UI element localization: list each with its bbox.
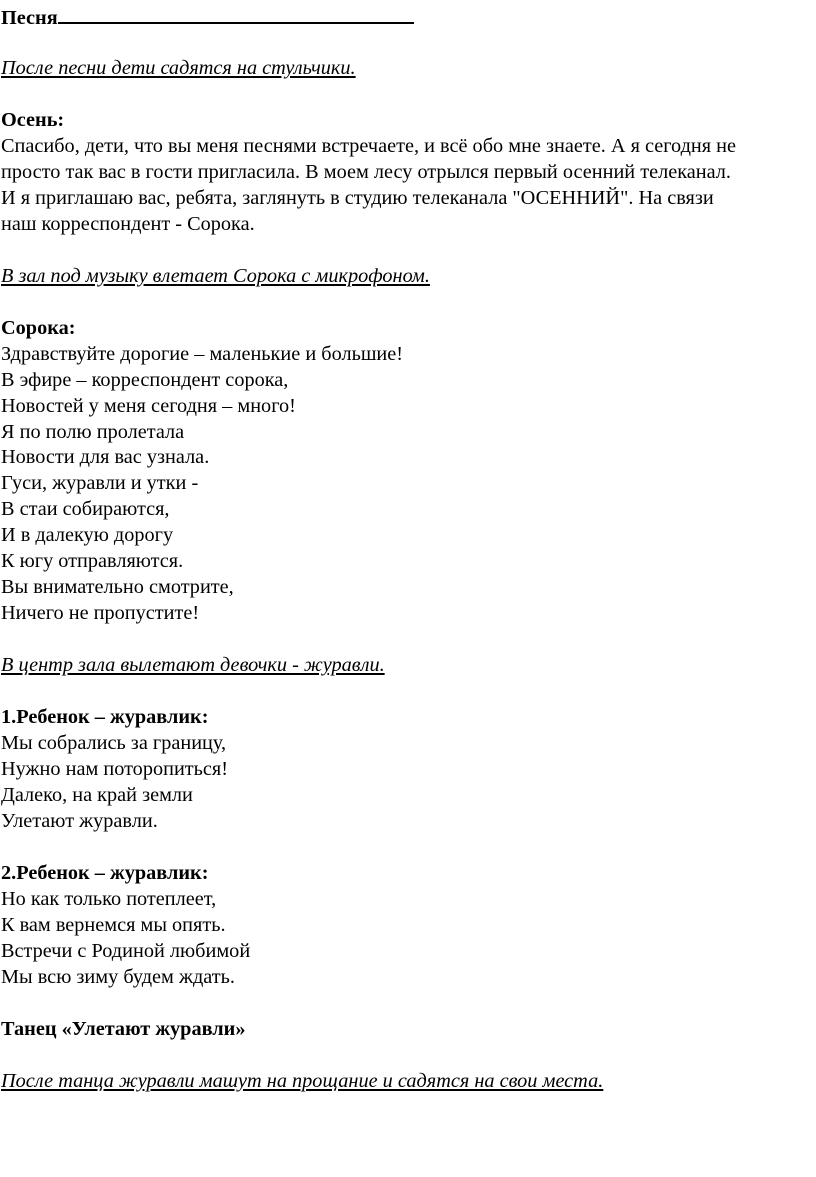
- speaker-autumn: Осень:: [1, 108, 65, 131]
- verse-line: К вам вернемся мы опять.: [1, 913, 226, 936]
- verse-line: Вы внимательно смотрите,: [1, 576, 234, 599]
- stage-direction: После танца журавли машут на прощание и садятся на свои места.: [1, 1069, 604, 1092]
- verse-line: Нужно нам поторопиться!: [1, 758, 229, 781]
- verse-line: Улетают журавли.: [1, 810, 158, 833]
- document: [1, 4, 736, 1095]
- verse-line: В эфире – корреспондент сорока,: [1, 368, 289, 391]
- verse-line: Но как только потеплеет,: [1, 887, 217, 910]
- verse-line: Здравствуйте дорогие – маленькие и большие!: [1, 342, 404, 365]
- dance-heading: Танец «Улетают журавли»: [1, 1017, 246, 1040]
- verse-line: К югу отправляются.: [1, 550, 184, 573]
- stage-direction: В зал под музыку влетает Сорока с микрофоном.: [1, 264, 430, 287]
- text-line: Спасибо, дети, что вы меня песнями встречаете, и всё обо мне знаете. А я сегодня не: [1, 134, 737, 157]
- speaker-child-1: 1.Ребенок – журавлик:: [1, 706, 209, 729]
- verse-line: Новости для вас узнала.: [1, 446, 210, 469]
- text-line: просто так вас в гости пригласила. В моем лесу отрылся первый осенний телеканал.: [1, 160, 731, 183]
- verse-line: Встречи с Родиной любимой: [1, 939, 251, 962]
- verse-line: Далеко, на край земли: [1, 784, 193, 807]
- verse-line: Я по полю пролетала: [1, 420, 185, 443]
- blank-underline: [58, 4, 414, 24]
- speaker-child-2: 2.Ребенок – журавлик:: [1, 861, 209, 884]
- verse-line: Гуси, журавли и утки -: [1, 472, 199, 495]
- text-line: наш корреспондент - Сорока.: [1, 212, 255, 235]
- verse-line: Ничего не пропустите!: [1, 602, 200, 625]
- stage-direction: После песни дети садятся на стульчики.: [1, 56, 356, 79]
- verse-line: Новостей у меня сегодня – много!: [1, 394, 296, 417]
- text-line: И я приглашаю вас, ребята, заглянуть в студию телеканала "ОСЕННИЙ". На связи: [1, 186, 714, 209]
- song-heading: [1, 4, 736, 30]
- stage-direction: В центр зала вылетают девочки - журавли.: [1, 654, 385, 677]
- verse-line: Мы собрались за границу,: [1, 732, 227, 755]
- verse-line: И в далекую дорогу: [1, 524, 174, 547]
- song-title: Песня: [1, 7, 58, 29]
- verse-line: В стаи собираются,: [1, 498, 170, 521]
- speaker-magpie: Сорока:: [1, 316, 76, 339]
- verse-line: Мы всю зиму будем ждать.: [1, 965, 235, 988]
